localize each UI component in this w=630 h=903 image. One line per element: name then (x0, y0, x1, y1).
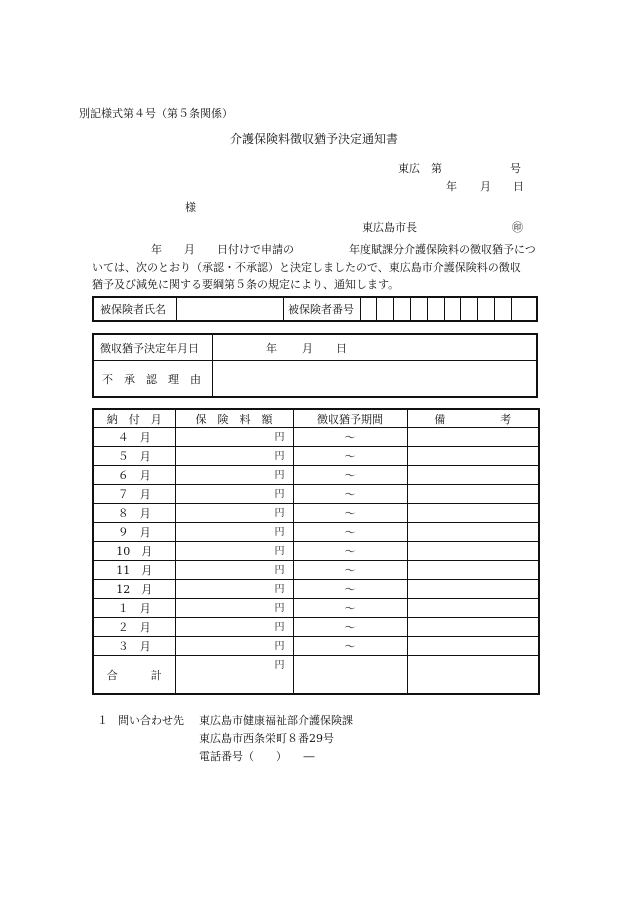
amount-cell[interactable] (175, 618, 293, 637)
month-cell: ９ 月 (93, 523, 175, 542)
yen-unit: 円 (274, 660, 285, 671)
recipient-honorific: 様 (185, 201, 196, 214)
period-cell[interactable] (293, 580, 407, 599)
period-cell[interactable] (293, 428, 407, 447)
amount-cell[interactable] (175, 637, 293, 656)
yen-unit: 円 (274, 584, 285, 595)
amount-cell[interactable] (175, 428, 293, 447)
amount-cell[interactable] (175, 485, 293, 504)
insured-name-field[interactable] (177, 298, 282, 320)
period-cell[interactable] (293, 523, 407, 542)
month-cell: 10 月 (93, 542, 175, 561)
remarks-cell[interactable] (407, 637, 539, 656)
period-cell[interactable] (293, 599, 407, 618)
tilde-mark: ～ (344, 564, 356, 577)
amount-cell[interactable] (175, 580, 293, 599)
header-deferral-period: 徴収猶予期間 (293, 409, 407, 428)
month-cell: ３ 月 (93, 637, 175, 656)
form-number: 別記様式第４号（第５条関係） (79, 107, 233, 120)
rejection-reason-field[interactable] (213, 361, 534, 396)
total-label: 合 計 (93, 656, 175, 695)
decision-date-day: 日 (336, 342, 347, 355)
remarks-cell[interactable] (407, 561, 539, 580)
contact-address: 東広島市西条栄町８番29号 (199, 732, 334, 745)
contact-label: 問い合わせ先 (118, 714, 184, 727)
month-cell: ４ 月 (93, 428, 175, 447)
period-cell[interactable] (293, 618, 407, 637)
issue-date-day: 日 (513, 180, 524, 193)
yen-unit: 円 (274, 432, 285, 443)
remarks-cell[interactable] (407, 523, 539, 542)
amount-cell[interactable] (175, 447, 293, 466)
tilde-mark: ～ (344, 507, 356, 520)
tilde-mark: ～ (344, 488, 356, 501)
table-row (93, 523, 539, 542)
footer-item-number: １ (97, 714, 108, 727)
yen-unit: 円 (274, 489, 285, 500)
issue-date-month: 月 (480, 180, 491, 193)
tilde-mark: ～ (344, 640, 356, 653)
body-line-1: 年 月 日付けで申請の 年度賦課分介護保険料の徴収猶予につ (151, 243, 536, 256)
month-cell: ６ 月 (93, 466, 175, 485)
remarks-cell[interactable] (407, 485, 539, 504)
table-row (93, 561, 539, 580)
body-line-3: 猶予及び減免に関する要綱第５条の規定により、通知します。 (92, 278, 400, 291)
header-remarks: 備 考 (407, 409, 539, 428)
table-row (93, 599, 539, 618)
body-line-2: いては、次のとおり（承認・不承認）と決定しましたので、東広島市介護保険料の徴収 (92, 261, 521, 274)
yen-unit: 円 (274, 527, 285, 538)
amount-cell[interactable] (175, 466, 293, 485)
tilde-mark: ～ (344, 450, 356, 463)
table-row (93, 580, 539, 599)
table-row (93, 504, 539, 523)
insured-name-label: 被保険者氏名 (100, 303, 166, 316)
payment-schedule-table (92, 408, 540, 695)
total-row (93, 656, 539, 695)
header-premium-amount: 保 険 料 額 (175, 409, 293, 428)
total-amount-cell[interactable] (175, 656, 293, 695)
seal-mark: ㊞ (512, 221, 523, 234)
yen-unit: 円 (274, 565, 285, 576)
total-remarks-cell[interactable] (407, 656, 539, 695)
insured-info-box (92, 296, 538, 322)
month-cell: ８ 月 (93, 504, 175, 523)
rejection-reason-label: 不 承 認 理 由 (102, 372, 201, 386)
remarks-cell[interactable] (407, 428, 539, 447)
contact-phone: 電話番号（ ） ― (199, 750, 315, 763)
amount-cell[interactable] (175, 504, 293, 523)
tilde-mark: ～ (344, 545, 356, 558)
doc-number-prefix: 東広 第 (398, 162, 442, 175)
yen-unit: 円 (274, 641, 285, 652)
yen-unit: 円 (274, 451, 285, 462)
month-cell: ７ 月 (93, 485, 175, 504)
month-cell: ５ 月 (93, 447, 175, 466)
remarks-cell[interactable] (407, 599, 539, 618)
month-cell: 11 月 (93, 561, 175, 580)
header-payment-month: 納 付 月 (93, 409, 175, 428)
contact-department: 東広島市健康福祉部介護保険課 (199, 714, 353, 727)
period-cell[interactable] (293, 637, 407, 656)
tilde-mark: ～ (344, 526, 356, 539)
document-title: 介護保険料徴収猶予決定通知書 (230, 132, 399, 146)
period-cell[interactable] (293, 466, 407, 485)
period-cell[interactable] (293, 447, 407, 466)
amount-cell[interactable] (175, 561, 293, 580)
period-cell[interactable] (293, 485, 407, 504)
tilde-mark: ～ (344, 602, 356, 615)
table-row (93, 447, 539, 466)
yen-unit: 円 (274, 470, 285, 481)
issuer-name: 東広島市長 (362, 221, 417, 234)
month-cell: ２ 月 (93, 618, 175, 637)
yen-unit: 円 (274, 508, 285, 519)
tilde-mark: ～ (344, 431, 356, 444)
table-row (93, 618, 539, 637)
decision-date-month: 月 (302, 342, 313, 355)
decision-date-year: 年 (266, 342, 277, 355)
tilde-mark: ～ (344, 583, 356, 596)
yen-unit: 円 (274, 603, 285, 614)
remarks-cell[interactable] (407, 466, 539, 485)
issue-date-year: 年 (446, 180, 457, 193)
remarks-cell[interactable] (407, 542, 539, 561)
amount-cell[interactable] (175, 542, 293, 561)
month-cell: 12 月 (93, 580, 175, 599)
decision-date-label: 徴収猶予決定年月日 (100, 342, 199, 355)
period-cell[interactable] (293, 542, 407, 561)
table-header-row (93, 409, 539, 428)
tilde-mark: ～ (344, 469, 356, 482)
table-row (93, 466, 539, 485)
table-row (93, 542, 539, 561)
remarks-cell[interactable] (407, 504, 539, 523)
month-cell: １ 月 (93, 599, 175, 618)
remarks-cell[interactable] (407, 618, 539, 637)
insured-number-label: 被保険者番号 (288, 303, 354, 316)
total-period-cell[interactable] (293, 656, 407, 695)
yen-unit: 円 (274, 622, 285, 633)
amount-cell[interactable] (175, 599, 293, 618)
doc-number-suffix: 号 (510, 162, 521, 175)
table-row (93, 637, 539, 656)
table-row (93, 428, 539, 447)
tilde-mark: ～ (344, 621, 356, 634)
period-cell[interactable] (293, 504, 407, 523)
remarks-cell[interactable] (407, 580, 539, 599)
remarks-cell[interactable] (407, 447, 539, 466)
period-cell[interactable] (293, 561, 407, 580)
decision-box (92, 333, 538, 398)
table-row (93, 485, 539, 504)
amount-cell[interactable] (175, 523, 293, 542)
yen-unit: 円 (274, 546, 285, 557)
